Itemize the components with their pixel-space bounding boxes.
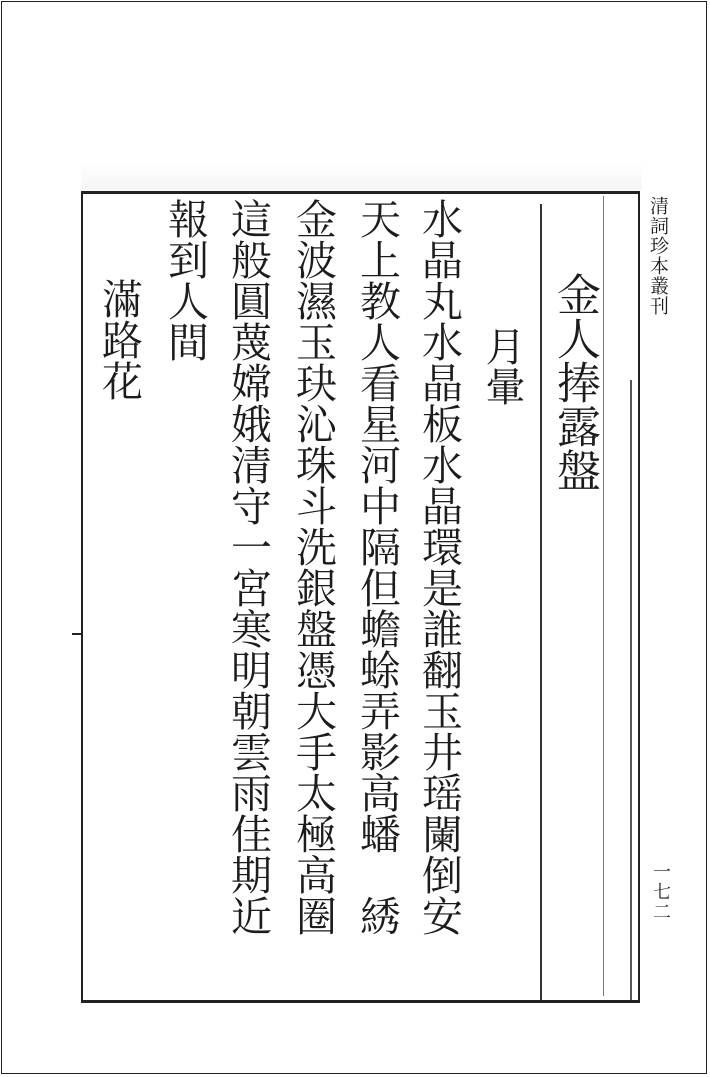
next-poem-tune-title: 滿路花 bbox=[95, 278, 143, 401]
poem-line-5: 報到人間 bbox=[161, 198, 209, 362]
column-rule bbox=[540, 204, 542, 1000]
collection-title: 清詞珍本叢刊 bbox=[647, 196, 669, 316]
poem-tune-title: 金人捧露盤 bbox=[549, 272, 600, 492]
poem-line-3: 金波濕玉玦沁珠斗洗銀盤憑大手太極高圈 bbox=[289, 198, 337, 936]
bleed-through-shadow bbox=[82, 160, 642, 190]
poem-subtitle: 月暈 bbox=[479, 326, 525, 406]
column-rule bbox=[603, 196, 604, 996]
poem-line-2: 天上教人看星河中隔但蟾蜍弄影高蟠 綉 bbox=[353, 198, 401, 936]
poem-line-1: 水晶丸水晶板水晶環是誰翻玉井瑶闌倒安 bbox=[415, 198, 463, 936]
side-tick-mark bbox=[72, 633, 82, 635]
page-number: 一七二 bbox=[650, 862, 671, 922]
column-rule bbox=[630, 380, 632, 1000]
poem-line-4: 這般圓蔑嫦娥清守一宮寒明朝雲雨佳期近 bbox=[224, 198, 272, 936]
